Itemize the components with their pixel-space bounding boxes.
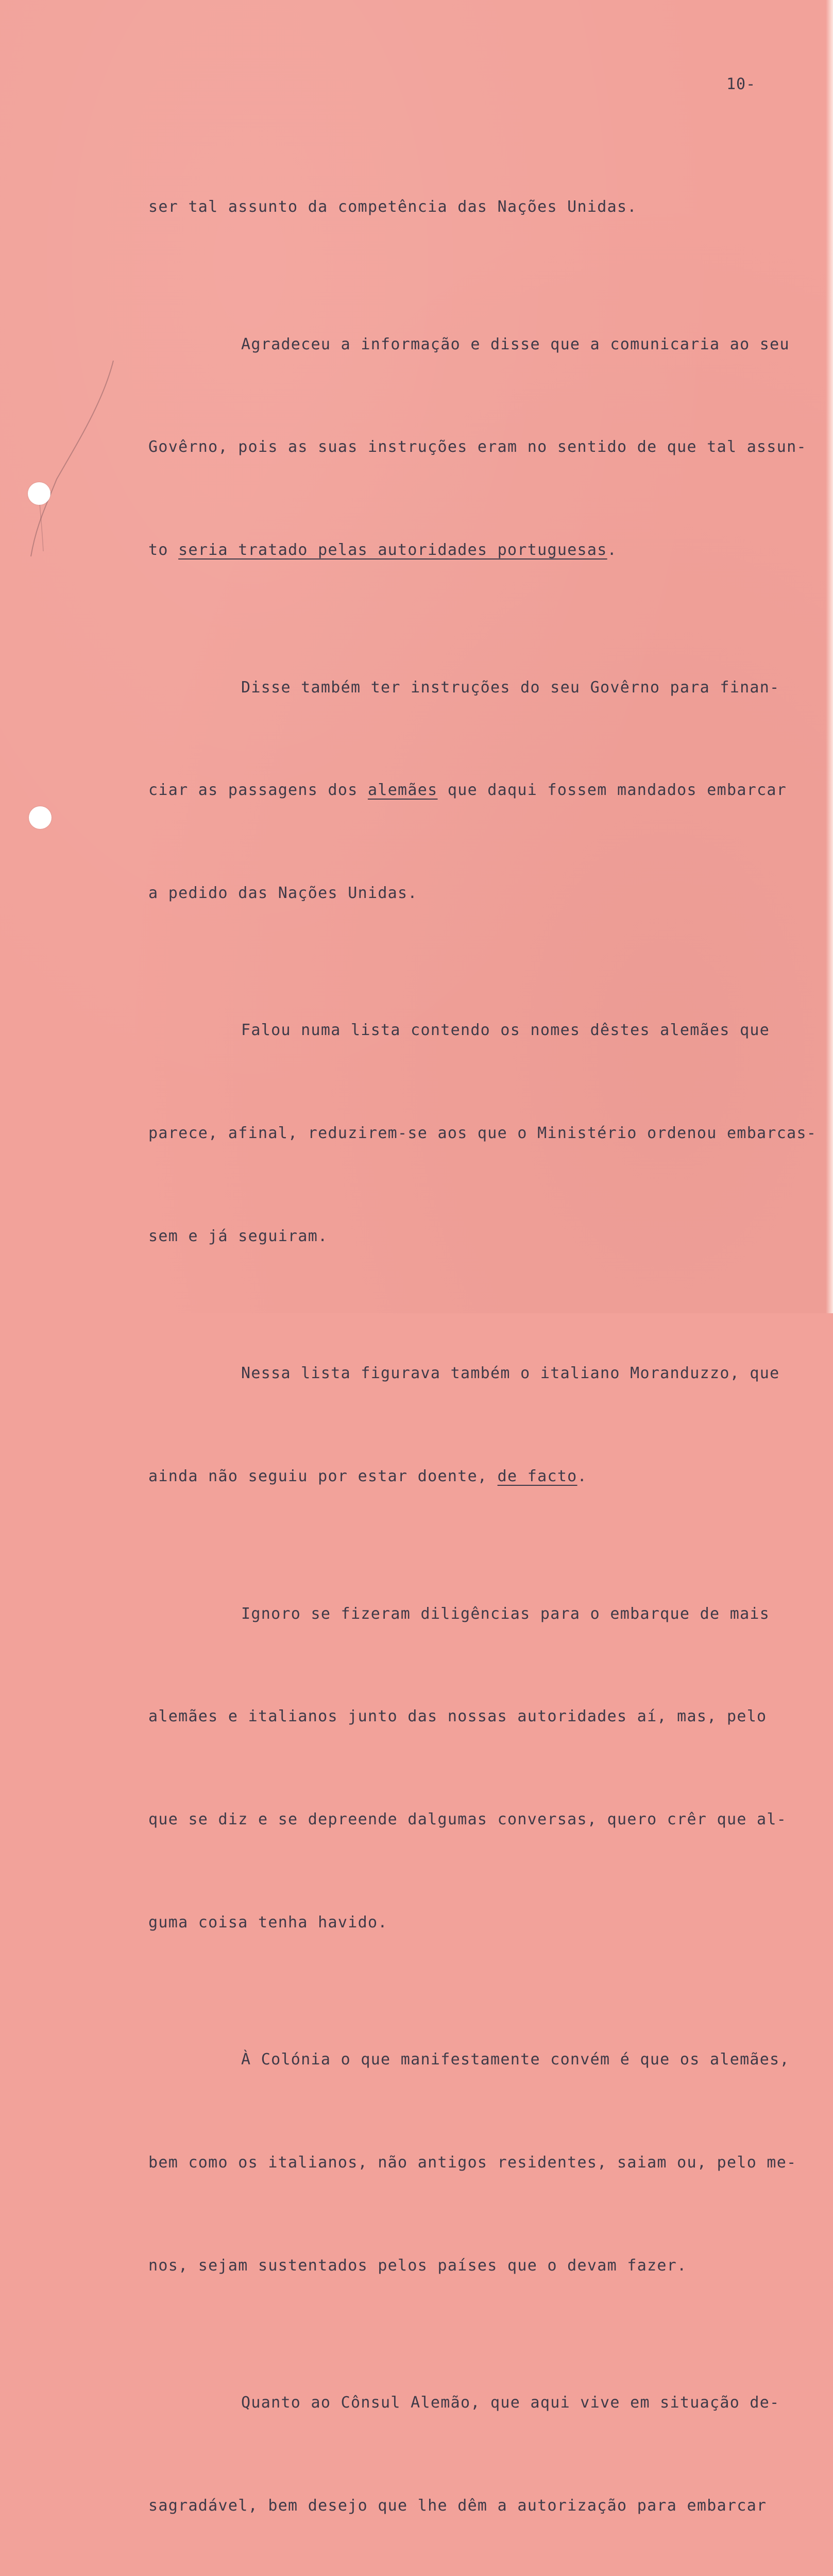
text-line: Govêrno, pois as suas instruções eram no sentido de que tal assun- xyxy=(148,438,807,456)
text-fragment: . xyxy=(607,541,618,560)
underlined-word: alemães xyxy=(367,781,438,800)
text-line: Ignoro se fizeram diligências para o embarque de mais xyxy=(241,1604,770,1623)
underlined-phrase: seria tratado pelas autoridades portuguesas xyxy=(178,541,607,560)
underlined-phrase: de facto xyxy=(497,1467,577,1486)
text-line: Agradeceu a informação e disse que a comunicaria ao seu xyxy=(241,335,790,353)
punch-hole-bottom xyxy=(29,806,52,829)
text-line xyxy=(148,773,818,808)
text-line xyxy=(148,533,818,568)
text-line: Quanto ao Cônsul Alemão, que aqui vive em situação de- xyxy=(241,2394,780,2412)
text-line: sagradável, bem desejo que lhe dêm a autorização para embarcar xyxy=(148,2496,767,2515)
text-line xyxy=(148,1460,818,1494)
page-number: 10- xyxy=(726,75,756,93)
text-line: Nessa lista figurava também o italiano Moranduzzo, que xyxy=(241,1364,780,1383)
text-fragment: ciar as passagens dos xyxy=(148,781,368,800)
text-fragment: . xyxy=(577,1467,587,1486)
text-fragment: to xyxy=(148,541,179,560)
paper-fold-mark xyxy=(0,0,165,567)
text-fragment: ainda não seguiu por estar doente, xyxy=(148,1467,498,1486)
text-line: a pedido das Nações Unidas. xyxy=(148,884,418,903)
text-line: parece, afinal, reduzirem-se aos que o Ministério ordenou embarcas- xyxy=(148,1124,817,1143)
text-line: À Colónia o que manifestamente convém é que os alemães, xyxy=(241,2050,790,2069)
text-line: nos, sejam sustentados pelos países que o devam fazer. xyxy=(148,2256,687,2275)
text-line: que se diz e se depreende dalgumas conversas, quero crêr que al- xyxy=(148,1810,787,1829)
typed-letter-body xyxy=(148,122,818,2576)
text-line: bem como os italianos, não antigos residentes, saiam ou, pelo me- xyxy=(148,2154,797,2172)
text-line: alemães e italianos junto das nossas autoridades aí, mas, pelo xyxy=(148,1707,767,1726)
text-line: guma coisa tenha havido. xyxy=(148,1913,388,1931)
text-line: Disse também ter instruções do seu Govêrno para finan- xyxy=(241,678,780,697)
text-line: ser tal assunto da competência das Nações Unidas. xyxy=(148,198,637,216)
text-line: Falou numa lista contendo os nomes dêstes alemães que xyxy=(241,1021,770,1040)
text-line: sem e já seguiram. xyxy=(148,1227,328,1245)
text-fragment: que daqui fossem mandados embarcar xyxy=(437,781,787,800)
page-edge xyxy=(826,0,833,1313)
punch-hole-top xyxy=(28,482,50,505)
